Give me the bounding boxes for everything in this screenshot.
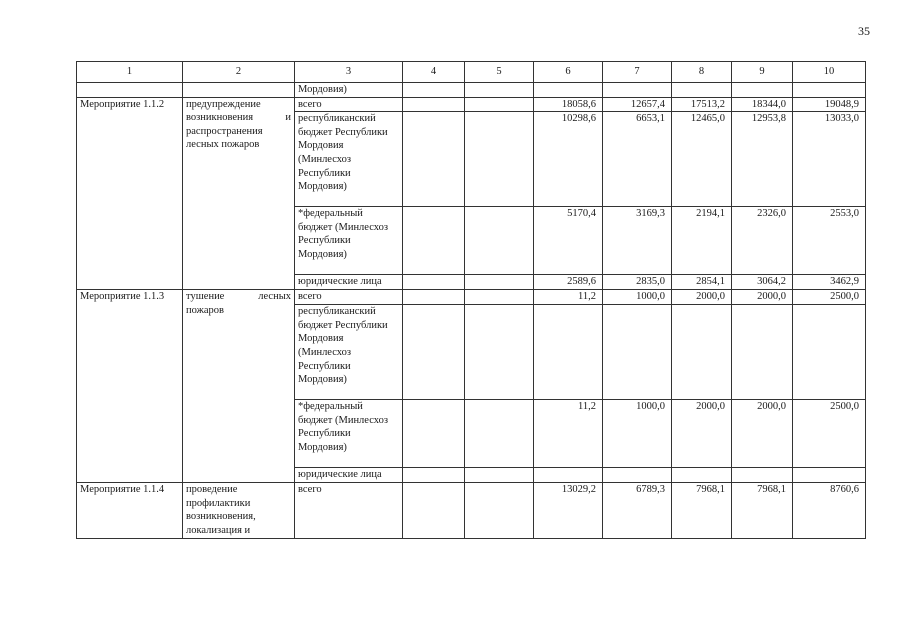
column-header: 5 — [465, 62, 534, 83]
event-cell: Мероприятие 1.1.2 — [77, 97, 183, 290]
value-cell: 3064,2 — [732, 275, 793, 290]
funding-source-cell: всего — [295, 290, 403, 305]
empty-cell — [603, 83, 672, 98]
value-cell: 2000,0 — [672, 290, 732, 305]
value-cell — [534, 305, 603, 400]
empty-cell — [465, 275, 534, 290]
table-row — [77, 97, 866, 112]
empty-cell — [403, 400, 465, 468]
event-cell: Мероприятие 1.1.4 — [77, 483, 183, 538]
funding-source-cell: *федеральный бюджет (Минлесхоз Республики Мордовия) — [295, 400, 403, 468]
value-cell: 11,2 — [534, 290, 603, 305]
funding-source-cell: *федеральный бюджет (Минлесхоз Республики Мордовия) — [295, 207, 403, 275]
value-cell — [603, 468, 672, 483]
value-cell: 12953,8 — [732, 112, 793, 207]
funding-source-cell: всего — [295, 483, 403, 538]
value-cell — [672, 468, 732, 483]
empty-cell — [534, 83, 603, 98]
funding-source-cell: республиканский бюджет Республики Мордовия (Минлесхоз Республики Мордовия) — [295, 112, 403, 207]
value-cell: 3169,3 — [603, 207, 672, 275]
empty-cell — [403, 97, 465, 112]
program-table — [76, 61, 866, 539]
value-cell: 8760,6 — [793, 483, 866, 538]
empty-cell — [793, 83, 866, 98]
value-cell: 7968,1 — [732, 483, 793, 538]
column-header: 7 — [603, 62, 672, 83]
table-row — [77, 290, 866, 305]
empty-cell — [465, 468, 534, 483]
value-cell: 18058,6 — [534, 97, 603, 112]
value-cell: 1000,0 — [603, 290, 672, 305]
empty-cell — [465, 400, 534, 468]
value-cell: 12657,4 — [603, 97, 672, 112]
empty-cell — [465, 97, 534, 112]
column-header: 1 — [77, 62, 183, 83]
value-cell: 6653,1 — [603, 112, 672, 207]
event-name-cell: предупреждение возникновения и распространения лесных пожаров — [183, 97, 295, 290]
event-cell: Мероприятие 1.1.3 — [77, 290, 183, 483]
event-name-cell: проведение профилактики возникновения, локализация и — [183, 483, 295, 538]
value-cell: 18344,0 — [732, 97, 793, 112]
value-cell — [732, 305, 793, 400]
value-cell — [603, 305, 672, 400]
empty-cell — [465, 112, 534, 207]
empty-cell — [77, 83, 183, 98]
value-cell — [793, 305, 866, 400]
funding-source-cell: юридические лица — [295, 468, 403, 483]
value-cell: 2194,1 — [672, 207, 732, 275]
value-cell: 11,2 — [534, 400, 603, 468]
value-cell: 2589,6 — [534, 275, 603, 290]
value-cell: 2854,1 — [672, 275, 732, 290]
funding-source-cell: всего — [295, 97, 403, 112]
value-cell — [732, 468, 793, 483]
column-header: 9 — [732, 62, 793, 83]
value-cell: 2500,0 — [793, 290, 866, 305]
column-header: 10 — [793, 62, 866, 83]
empty-cell — [403, 483, 465, 538]
empty-cell — [403, 112, 465, 207]
value-cell: 2000,0 — [732, 400, 793, 468]
value-cell: 2553,0 — [793, 207, 866, 275]
value-cell: 17513,2 — [672, 97, 732, 112]
empty-cell — [403, 290, 465, 305]
empty-cell — [403, 275, 465, 290]
value-cell: 2000,0 — [672, 400, 732, 468]
column-header: 3 — [295, 62, 403, 83]
header-row — [77, 62, 866, 83]
value-cell: 6789,3 — [603, 483, 672, 538]
empty-cell — [732, 83, 793, 98]
value-cell: 2500,0 — [793, 400, 866, 468]
funding-source-cell: республиканский бюджет Республики Мордовия (Минлесхоз Республики Мордовия) — [295, 305, 403, 400]
empty-cell — [672, 83, 732, 98]
value-cell: 7968,1 — [672, 483, 732, 538]
column-header: 4 — [403, 62, 465, 83]
value-cell: 13033,0 — [793, 112, 866, 207]
value-cell: 3462,9 — [793, 275, 866, 290]
value-cell: 12465,0 — [672, 112, 732, 207]
value-cell: 2835,0 — [603, 275, 672, 290]
value-cell: 5170,4 — [534, 207, 603, 275]
empty-cell — [183, 83, 295, 98]
empty-cell — [403, 207, 465, 275]
empty-cell — [465, 290, 534, 305]
table-row — [77, 483, 866, 538]
value-cell: 19048,9 — [793, 97, 866, 112]
value-cell — [534, 468, 603, 483]
funding-source-cell: юридические лица — [295, 275, 403, 290]
empty-cell — [403, 83, 465, 98]
column-header: 6 — [534, 62, 603, 83]
value-cell — [672, 305, 732, 400]
value-cell: 1000,0 — [603, 400, 672, 468]
empty-cell — [465, 207, 534, 275]
event-name-cell: тушение лесных пожаров — [183, 290, 295, 483]
value-cell: 10298,6 — [534, 112, 603, 207]
column-header: 8 — [672, 62, 732, 83]
empty-cell — [465, 483, 534, 538]
value-cell: 2000,0 — [732, 290, 793, 305]
continuation-row — [77, 83, 866, 98]
value-cell: 13029,2 — [534, 483, 603, 538]
empty-cell — [403, 305, 465, 400]
source-cell: Мордовия) — [295, 83, 403, 98]
page-number: 35 — [858, 24, 870, 38]
empty-cell — [465, 305, 534, 400]
column-header: 2 — [183, 62, 295, 83]
value-cell — [793, 468, 866, 483]
value-cell: 2326,0 — [732, 207, 793, 275]
empty-cell — [465, 83, 534, 98]
empty-cell — [403, 468, 465, 483]
